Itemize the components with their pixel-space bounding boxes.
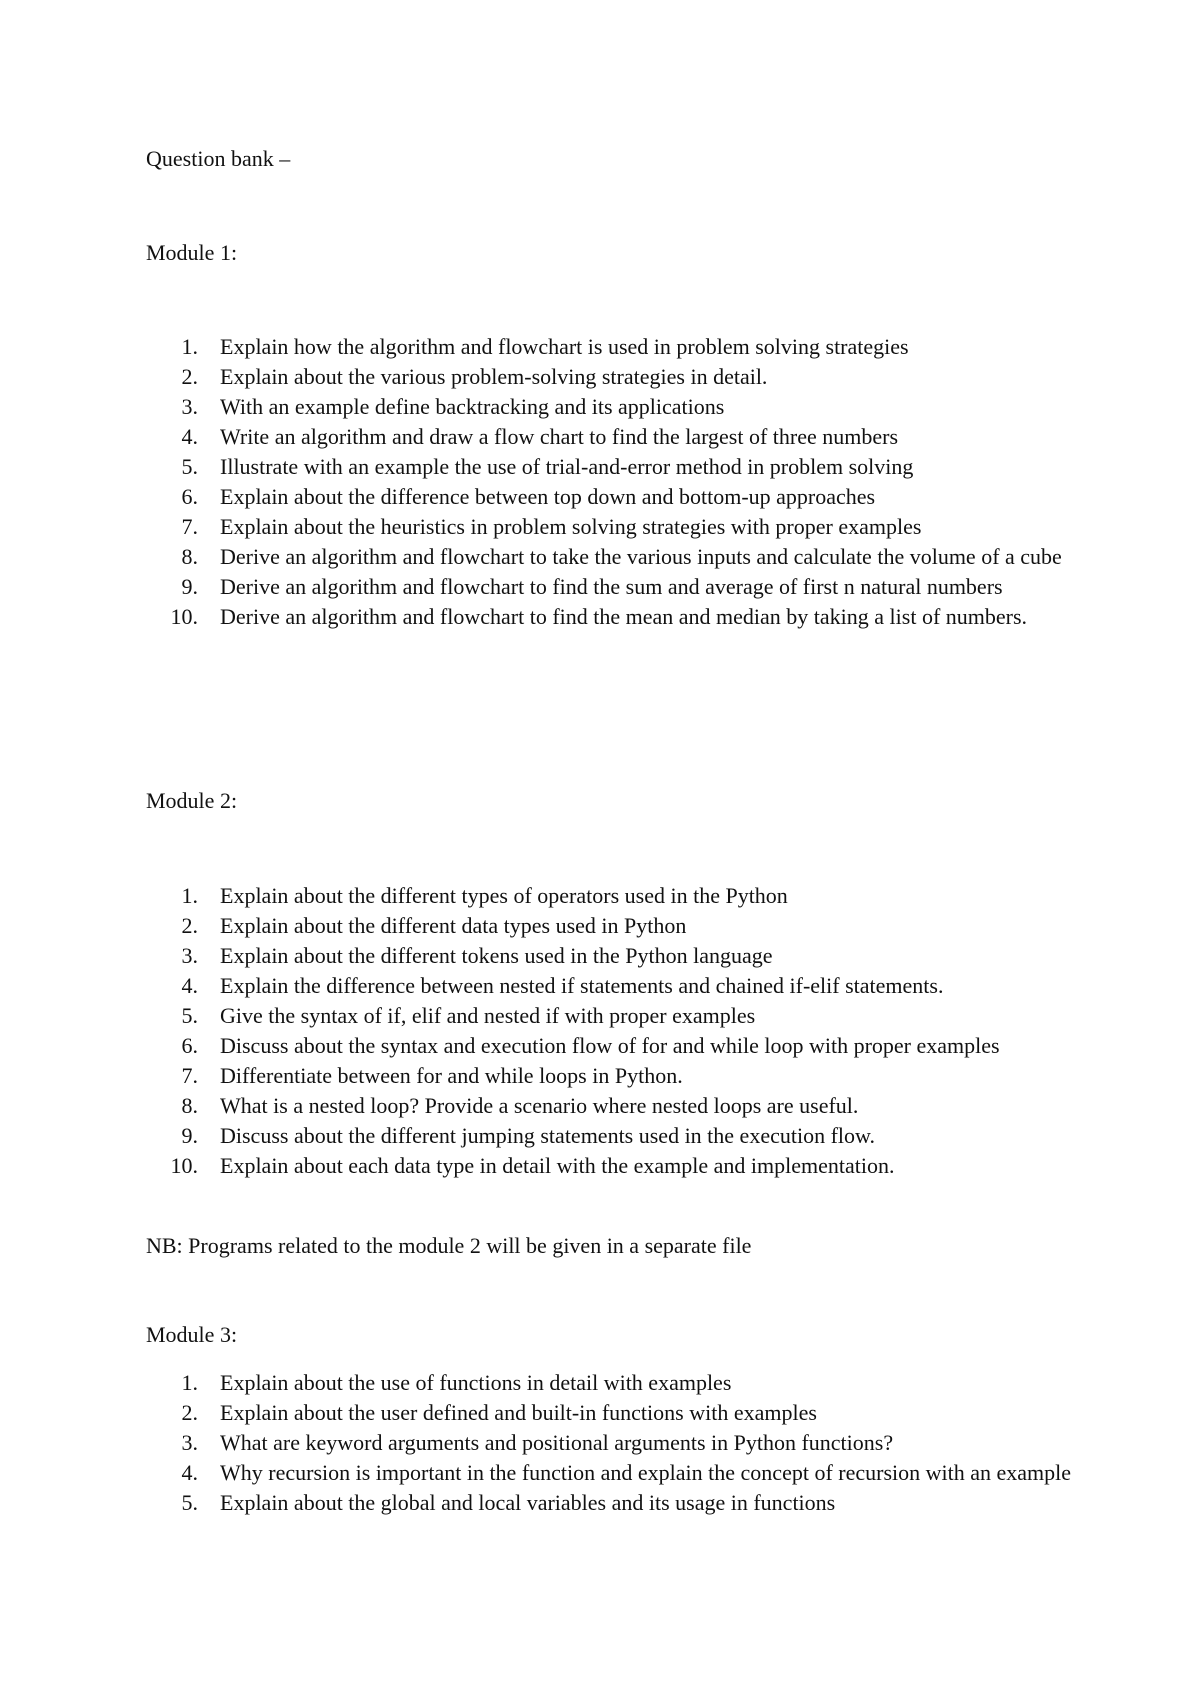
question-item xyxy=(146,1001,1076,1031)
question-item xyxy=(146,1398,1076,1428)
question-text: Explain about the different types of operators used in the Python xyxy=(220,883,788,908)
module-3-question-list xyxy=(146,1368,1076,1518)
module-2-note: NB: Programs related to the module 2 will be given in a separate file xyxy=(146,1233,752,1258)
question-text: Derive an algorithm and flowchart to find the mean and median by taking a list of numbers. xyxy=(220,604,1028,629)
question-item xyxy=(146,362,1076,392)
module-3-heading: Module 3: xyxy=(146,1322,238,1347)
question-number: 8. xyxy=(181,1093,198,1118)
question-number: 7. xyxy=(181,1063,198,1088)
question-text: Explain how the algorithm and flowchart is used in problem solving strategies xyxy=(220,334,909,359)
question-number: 3. xyxy=(181,1430,198,1455)
question-text: Why recursion is important in the function and explain the concept of recursion with an example xyxy=(220,1460,1072,1485)
question-number: 8. xyxy=(181,544,198,569)
question-number: 6. xyxy=(181,1033,198,1058)
question-item xyxy=(146,1458,1076,1488)
question-number: 1. xyxy=(181,1370,198,1395)
document-title: Question bank – xyxy=(146,146,291,171)
question-text: With an example define backtracking and its applications xyxy=(220,394,725,419)
module-2-heading: Module 2: xyxy=(146,788,238,813)
question-number: 9. xyxy=(181,574,198,599)
question-text: Explain about the various problem-solving strategies in detail. xyxy=(220,364,768,389)
question-text: What are keyword arguments and positional arguments in Python functions? xyxy=(220,1430,894,1455)
question-text: Discuss about the syntax and execution flow of for and while loop with proper examples xyxy=(220,1033,1000,1058)
module-1-question-list xyxy=(146,332,1076,632)
question-text: Explain about the user defined and built-in functions with examples xyxy=(220,1400,817,1425)
question-number: 7. xyxy=(181,514,198,539)
question-text: Derive an algorithm and flowchart to take the various inputs and calculate the volume of a cube xyxy=(220,544,1062,569)
question-text: Derive an algorithm and flowchart to find the sum and average of first n natural numbers xyxy=(220,574,1003,599)
question-number: 4. xyxy=(181,424,198,449)
question-item xyxy=(146,1368,1076,1398)
question-number: 1. xyxy=(181,883,198,908)
question-text: Discuss about the different jumping statements used in the execution flow. xyxy=(220,1123,875,1148)
question-item xyxy=(146,482,1076,512)
module-2-question-list xyxy=(146,881,1076,1181)
module-1-heading: Module 1: xyxy=(146,240,238,265)
question-text: Give the syntax of if, elif and nested if with proper examples xyxy=(220,1003,756,1028)
question-text: What is a nested loop? Provide a scenario where nested loops are useful. xyxy=(220,1093,859,1118)
question-item xyxy=(146,602,1076,632)
question-item xyxy=(146,572,1076,602)
question-item xyxy=(146,422,1076,452)
question-item xyxy=(146,512,1076,542)
question-number: 5. xyxy=(181,1490,198,1515)
question-text: Explain the difference between nested if statements and chained if-elif statements. xyxy=(220,973,944,998)
question-text: Write an algorithm and draw a flow chart to find the largest of three numbers xyxy=(220,424,899,449)
question-number: 3. xyxy=(181,394,198,419)
question-item xyxy=(146,452,1076,482)
question-text: Illustrate with an example the use of trial-and-error method in problem solving xyxy=(220,454,914,479)
question-text: Explain about the heuristics in problem solving strategies with proper examples xyxy=(220,514,922,539)
question-text: Explain about the different tokens used in the Python language xyxy=(220,943,773,968)
question-number: 4. xyxy=(181,973,198,998)
question-text: Explain about the use of functions in detail with examples xyxy=(220,1370,732,1395)
question-number: 9. xyxy=(181,1123,198,1148)
question-item xyxy=(146,1151,1076,1181)
question-text: Explain about each data type in detail with the example and implementation. xyxy=(220,1153,895,1178)
question-text: Explain about the different data types used in Python xyxy=(220,913,687,938)
question-item xyxy=(146,1091,1076,1121)
question-number: 10. xyxy=(170,604,198,629)
question-number: 10. xyxy=(170,1153,198,1178)
question-item xyxy=(146,542,1076,572)
question-item xyxy=(146,1031,1076,1061)
question-number: 5. xyxy=(181,454,198,479)
question-item xyxy=(146,1488,1076,1518)
question-item xyxy=(146,1061,1076,1091)
question-number: 5. xyxy=(181,1003,198,1028)
question-item xyxy=(146,971,1076,1001)
question-number: 6. xyxy=(181,484,198,509)
question-number: 2. xyxy=(181,913,198,938)
question-number: 1. xyxy=(181,334,198,359)
question-item xyxy=(146,881,1076,911)
question-text: Explain about the global and local variables and its usage in functions xyxy=(220,1490,836,1515)
question-number: 4. xyxy=(181,1460,198,1485)
question-number: 2. xyxy=(181,364,198,389)
question-item xyxy=(146,1121,1076,1151)
question-item xyxy=(146,911,1076,941)
question-item xyxy=(146,941,1076,971)
question-text: Differentiate between for and while loops in Python. xyxy=(220,1063,683,1088)
question-number: 2. xyxy=(181,1400,198,1425)
question-item xyxy=(146,392,1076,422)
question-item xyxy=(146,332,1076,362)
question-item xyxy=(146,1428,1076,1458)
question-text: Explain about the difference between top down and bottom-up approaches xyxy=(220,484,876,509)
question-number: 3. xyxy=(181,943,198,968)
